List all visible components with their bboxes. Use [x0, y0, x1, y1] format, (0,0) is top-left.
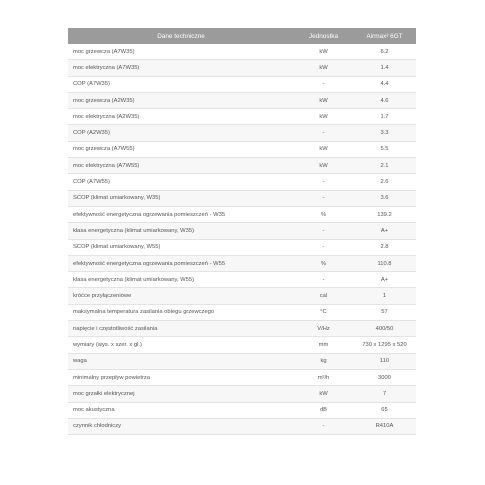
table-row [68, 353, 416, 369]
row-unit: - [294, 272, 353, 288]
header-value: Airmax³ 6GT [353, 28, 416, 44]
row-value: 2.8 [353, 239, 416, 255]
row-unit: kW [294, 60, 353, 76]
row-parameter: maksymalna temperatura zasilania obiegu grzewczego [68, 304, 294, 320]
row-parameter: moc grzałki elektrycznej [68, 386, 294, 402]
row-value: 110 [353, 353, 416, 369]
row-unit: kg [294, 353, 353, 369]
row-parameter: minimalny przepływ powietrza [68, 369, 294, 385]
row-unit: kW [294, 386, 353, 402]
table-body [68, 44, 416, 435]
row-parameter: waga [68, 353, 294, 369]
row-value: 6.2 [353, 44, 416, 60]
row-unit: - [294, 418, 353, 434]
row-value: A+ [353, 272, 416, 288]
table-row [68, 255, 416, 271]
table-row [68, 288, 416, 304]
table-row [68, 44, 416, 60]
header-unit: Jednostka [294, 28, 353, 44]
row-parameter: klasa energetyczna (klimat umiarkowany, W55) [68, 272, 294, 288]
row-value: 3.6 [353, 190, 416, 206]
row-parameter: moc grzewcza (A7W55) [68, 141, 294, 157]
table-row [68, 206, 416, 222]
table-row [68, 239, 416, 255]
row-unit: kW [294, 44, 353, 60]
row-parameter: czynnik chłodniczy [68, 418, 294, 434]
row-parameter: efektywność energetyczna ogrzewania pomieszczeń - W55 [68, 255, 294, 271]
row-unit: V/Hz [294, 321, 353, 337]
row-unit: - [294, 76, 353, 92]
row-value: 57 [353, 304, 416, 320]
row-unit: - [294, 223, 353, 239]
row-unit: % [294, 255, 353, 271]
row-value: 1 [353, 288, 416, 304]
row-unit: kW [294, 109, 353, 125]
row-value: 65 [353, 402, 416, 418]
table-row [68, 60, 416, 76]
row-unit: dB [294, 402, 353, 418]
row-parameter: SCOP (klimat umiarkowany, W55) [68, 239, 294, 255]
table-row [68, 337, 416, 353]
table-row [68, 418, 416, 434]
row-parameter: napięcie i częstotliwość zasilania [68, 321, 294, 337]
row-value: 1.4 [353, 60, 416, 76]
row-unit: - [294, 190, 353, 206]
row-unit: °C [294, 304, 353, 320]
row-value: 4.4 [353, 76, 416, 92]
row-unit: - [294, 174, 353, 190]
row-unit: kW [294, 158, 353, 174]
table-row [68, 369, 416, 385]
spec-table [68, 28, 416, 435]
row-unit: kW [294, 92, 353, 108]
row-unit: mm [294, 337, 353, 353]
row-unit: kW [294, 141, 353, 157]
row-unit: m³/h [294, 369, 353, 385]
row-parameter: efektywność energetyczna ogrzewania pomieszczeń - W35 [68, 206, 294, 222]
table-row [68, 321, 416, 337]
table-row [68, 125, 416, 141]
row-unit: - [294, 125, 353, 141]
row-value: 2.6 [353, 174, 416, 190]
row-value: 3.3 [353, 125, 416, 141]
row-parameter: moc elektryczna (A7W55) [68, 158, 294, 174]
row-value: 400/50 [353, 321, 416, 337]
table-row [68, 174, 416, 190]
row-parameter: COP (A7W55) [68, 174, 294, 190]
table-row [68, 158, 416, 174]
row-parameter: króćce przyłączeniowe [68, 288, 294, 304]
table-header-row [68, 28, 416, 44]
table-row [68, 190, 416, 206]
row-parameter: SCOP (klimat umiarkowany, W35) [68, 190, 294, 206]
table-row [68, 109, 416, 125]
row-unit: cal [294, 288, 353, 304]
row-value: 3000 [353, 369, 416, 385]
row-value: 4.6 [353, 92, 416, 108]
row-parameter: wymiary (wys. x szer. x gł.) [68, 337, 294, 353]
table-row [68, 223, 416, 239]
table-row [68, 402, 416, 418]
row-value: 7 [353, 386, 416, 402]
row-value: 139.2 [353, 206, 416, 222]
row-parameter: moc grzewcza (A7W35) [68, 44, 294, 60]
row-value: 1.7 [353, 109, 416, 125]
table-row [68, 304, 416, 320]
table-row [68, 141, 416, 157]
row-value: R410A [353, 418, 416, 434]
table-row [68, 76, 416, 92]
row-value: 5.5 [353, 141, 416, 157]
row-value: 110.8 [353, 255, 416, 271]
row-value: 2.1 [353, 158, 416, 174]
table-row [68, 272, 416, 288]
row-unit: - [294, 239, 353, 255]
row-parameter: moc akustyczna [68, 402, 294, 418]
table-row [68, 92, 416, 108]
row-value: A+ [353, 223, 416, 239]
row-value: 730 x 1295 x 520 [353, 337, 416, 353]
row-parameter: COP (A7W35) [68, 76, 294, 92]
header-parameter: Dane techniczne [68, 28, 294, 44]
table-row [68, 386, 416, 402]
row-parameter: moc elektryczna (A7W35) [68, 60, 294, 76]
row-parameter: COP (A2W35) [68, 125, 294, 141]
row-parameter: moc elektryczna (A2W35) [68, 109, 294, 125]
row-parameter: moc grzewcza (A2W35) [68, 92, 294, 108]
row-unit: % [294, 206, 353, 222]
row-parameter: klasa energetyczna (klimat umiarkowany, W35) [68, 223, 294, 239]
